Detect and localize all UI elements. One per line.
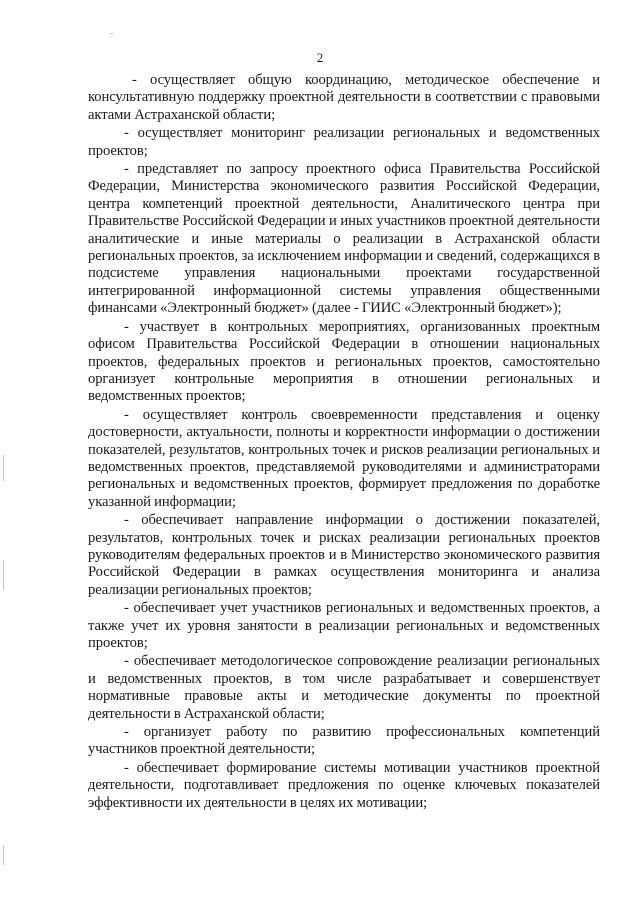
margin-scan-mark (3, 845, 4, 865)
paragraph-information-submission: - обеспечивает направление информации о достижении показателей, результатов, контрольных точек и рисках реализации региональных проектов руководителям федеральных проектов и в Министерство экономического развития Российской Федерации в рамках осуществления мониторинга и анализа реализации региональных проектов; (88, 512, 600, 598)
margin-scan-mark (3, 455, 4, 481)
page-number: 2 (316, 50, 324, 65)
paragraph-motivation-system: - обеспечивает формирование системы мотивации участников проектной деятельности, подготавливает предложения по оценке ключевых показателей эффективности их деятельности в целях их мотивации; (88, 759, 600, 811)
paragraph-control-events: - участвует в контрольных мероприятиях, организованных проектным офисом Правительства Российской Федерации в отношении национальных проектов, федеральных проектов и региональных проектов, самостоятельно организует контрольные мероприятия в отношении региональных и ведомственных проектов; (88, 318, 600, 405)
paragraph-materials-on-request: - представляет по запросу проектного офиса Правительства Российской Федерации, Министерства экономического развития Российской Федерации, центра компетенций проектной деятельности, Аналитического центра при Правительстве Российской Федерации и иных участников проектной деятельности аналитические и иные материалы о реализации в Астраханской области региональных проектов, за исключением информации и сведений, содержащихся в подсистеме управления национальными проектами государственной интегрированной информационной системы управления общественными финансами «Электронный бюджет» (далее - ГИИС «Электронный бюджет»); (88, 161, 600, 317)
paragraph-participant-accounting: - обеспечивает учет участников региональных и ведомственных проектов, а также учет их уровня занятости в реализации региональных и ведомственных проектов; (88, 600, 600, 651)
paragraph-information-control: - осуществляет контроль своевременности представления и оценку достоверности, актуальности, полноты и корректности информации о достижении показателей, результатов, контрольных точек и рисков реализации региональных и ведомственных проектов, представляемой руководителями и администраторами региональных и ведомственных проектов, формирует предложения по доработке указанной информации; (88, 406, 600, 510)
margin-scan-mark (3, 560, 4, 590)
scan-artifact (110, 33, 113, 34)
paragraph-competence-development: - организует работу по развитию профессиональных компетенций участников проектной деятельности; (88, 724, 600, 758)
document-body (88, 72, 600, 813)
paragraph-monitoring: - осуществляет мониторинг реализации региональных и ведомственных проектов; (88, 125, 600, 159)
paragraph-methodological-support: - обеспечивает методологическое сопровождение реализации региональных и ведомственных проектов, в том числе разрабатывает и совершенствует нормативные правовые акты и методические документы по проектной деятельности в Астраханской области; (88, 653, 600, 722)
paragraph-coordination: - осуществляет общую координацию, методическое обеспечение и консультативную поддержку проектной деятельности в соответствии с правовыми актами Астраханской области; (88, 72, 600, 123)
